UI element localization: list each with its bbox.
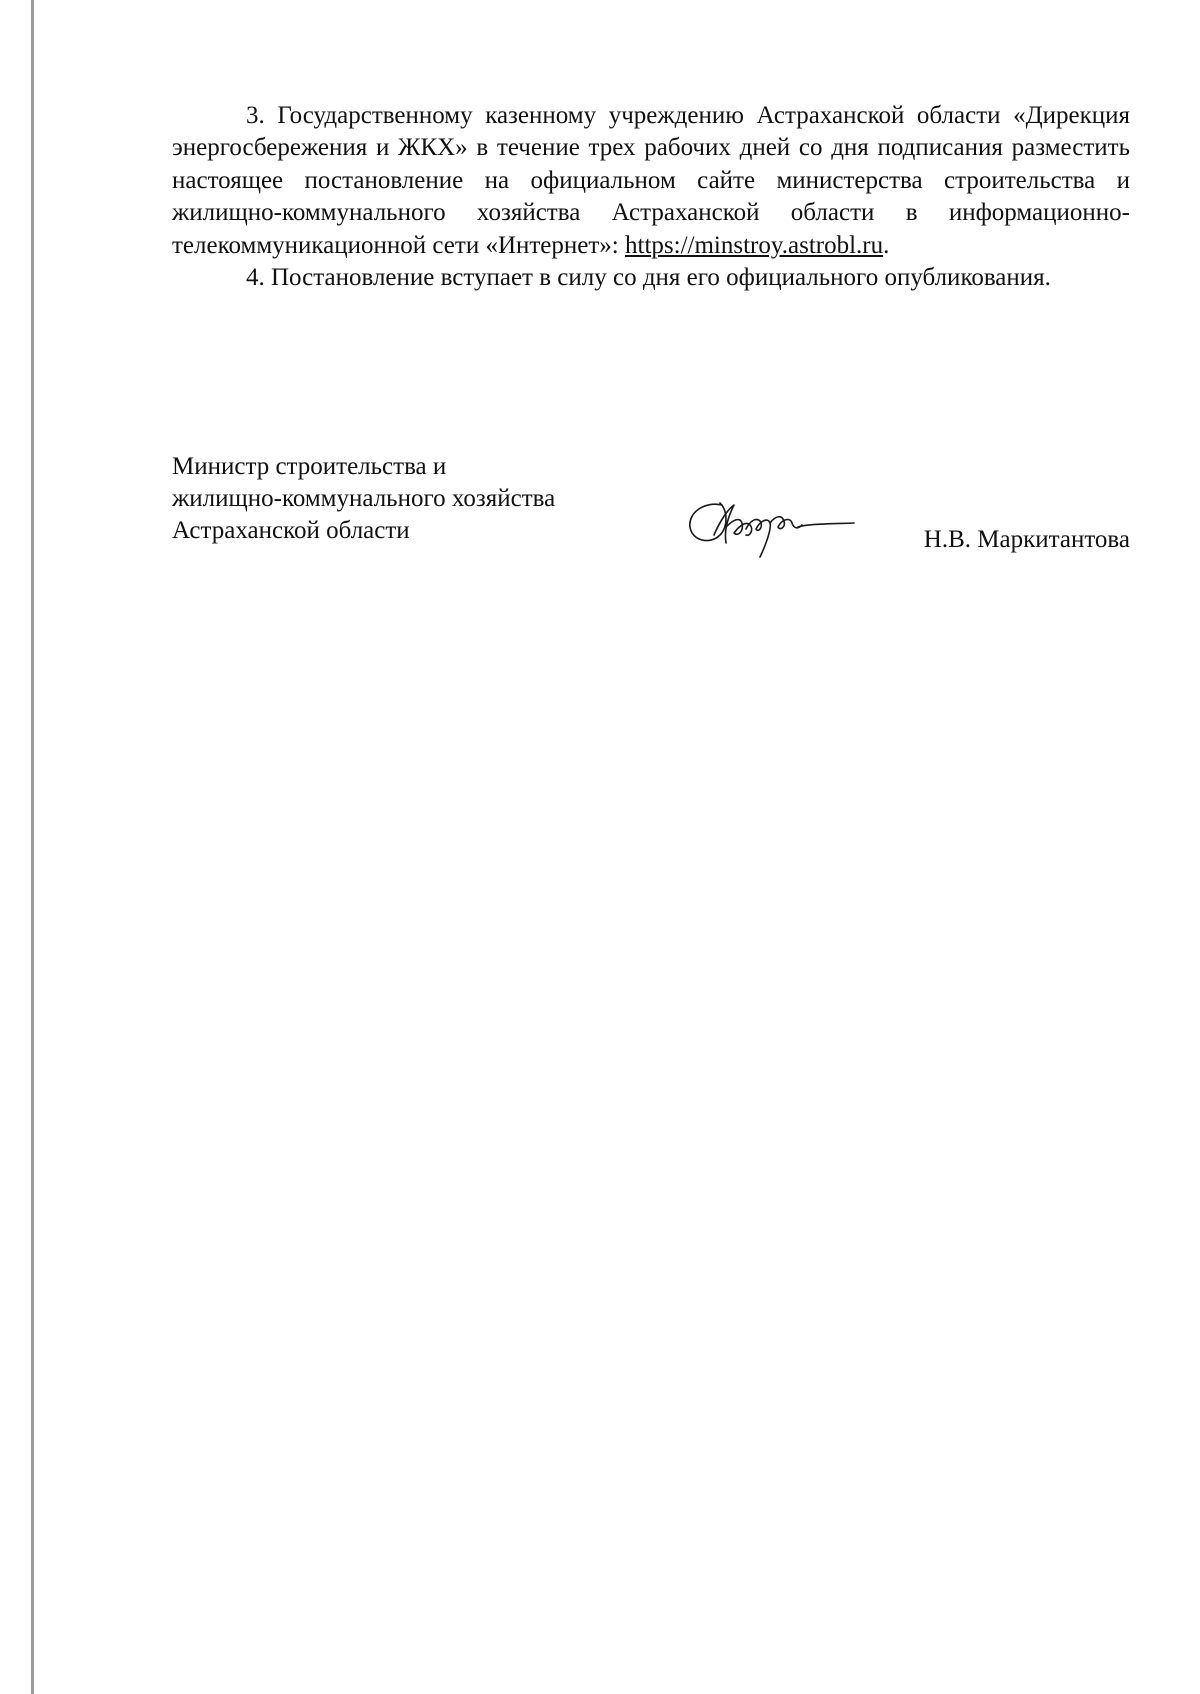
signer-name: Н.В. Маркитантова bbox=[923, 526, 1130, 553]
signature-block bbox=[172, 451, 1130, 561]
website-link[interactable]: https://minstroy.astrobl.ru bbox=[625, 231, 884, 259]
paragraph-3-number: 3. bbox=[246, 102, 265, 129]
paragraph-4-text: Постановление вступает в силу со дня его официального опубликования. bbox=[271, 264, 1051, 292]
paragraph-4-number: 4. bbox=[246, 264, 265, 292]
signer-position-line-3: Астраханской области bbox=[172, 517, 410, 544]
signer-position-line-1: Министр строительства и bbox=[172, 453, 447, 480]
handwritten-signature bbox=[684, 491, 864, 561]
document-body bbox=[172, 100, 1130, 294]
paragraph-4 bbox=[172, 262, 1130, 294]
paragraph-3-text: Государственному казенному учреждению Астраханской области «Дирекция энергосбережения и ЖКХ» в течение трех рабочих дней со дня подписания разместить настоящее постановление на официальном сайте министерства строительства и жилищно-коммунального хозяйства Астраханской области в информационно-телекоммуникационной сети «Интернет»: bbox=[172, 102, 1131, 259]
paragraph-3-end: . bbox=[883, 231, 890, 259]
paragraph-3 bbox=[172, 100, 1130, 262]
signer-position-line-2: жилищно-коммунального хозяйства bbox=[172, 485, 556, 512]
signer-position bbox=[172, 451, 555, 547]
